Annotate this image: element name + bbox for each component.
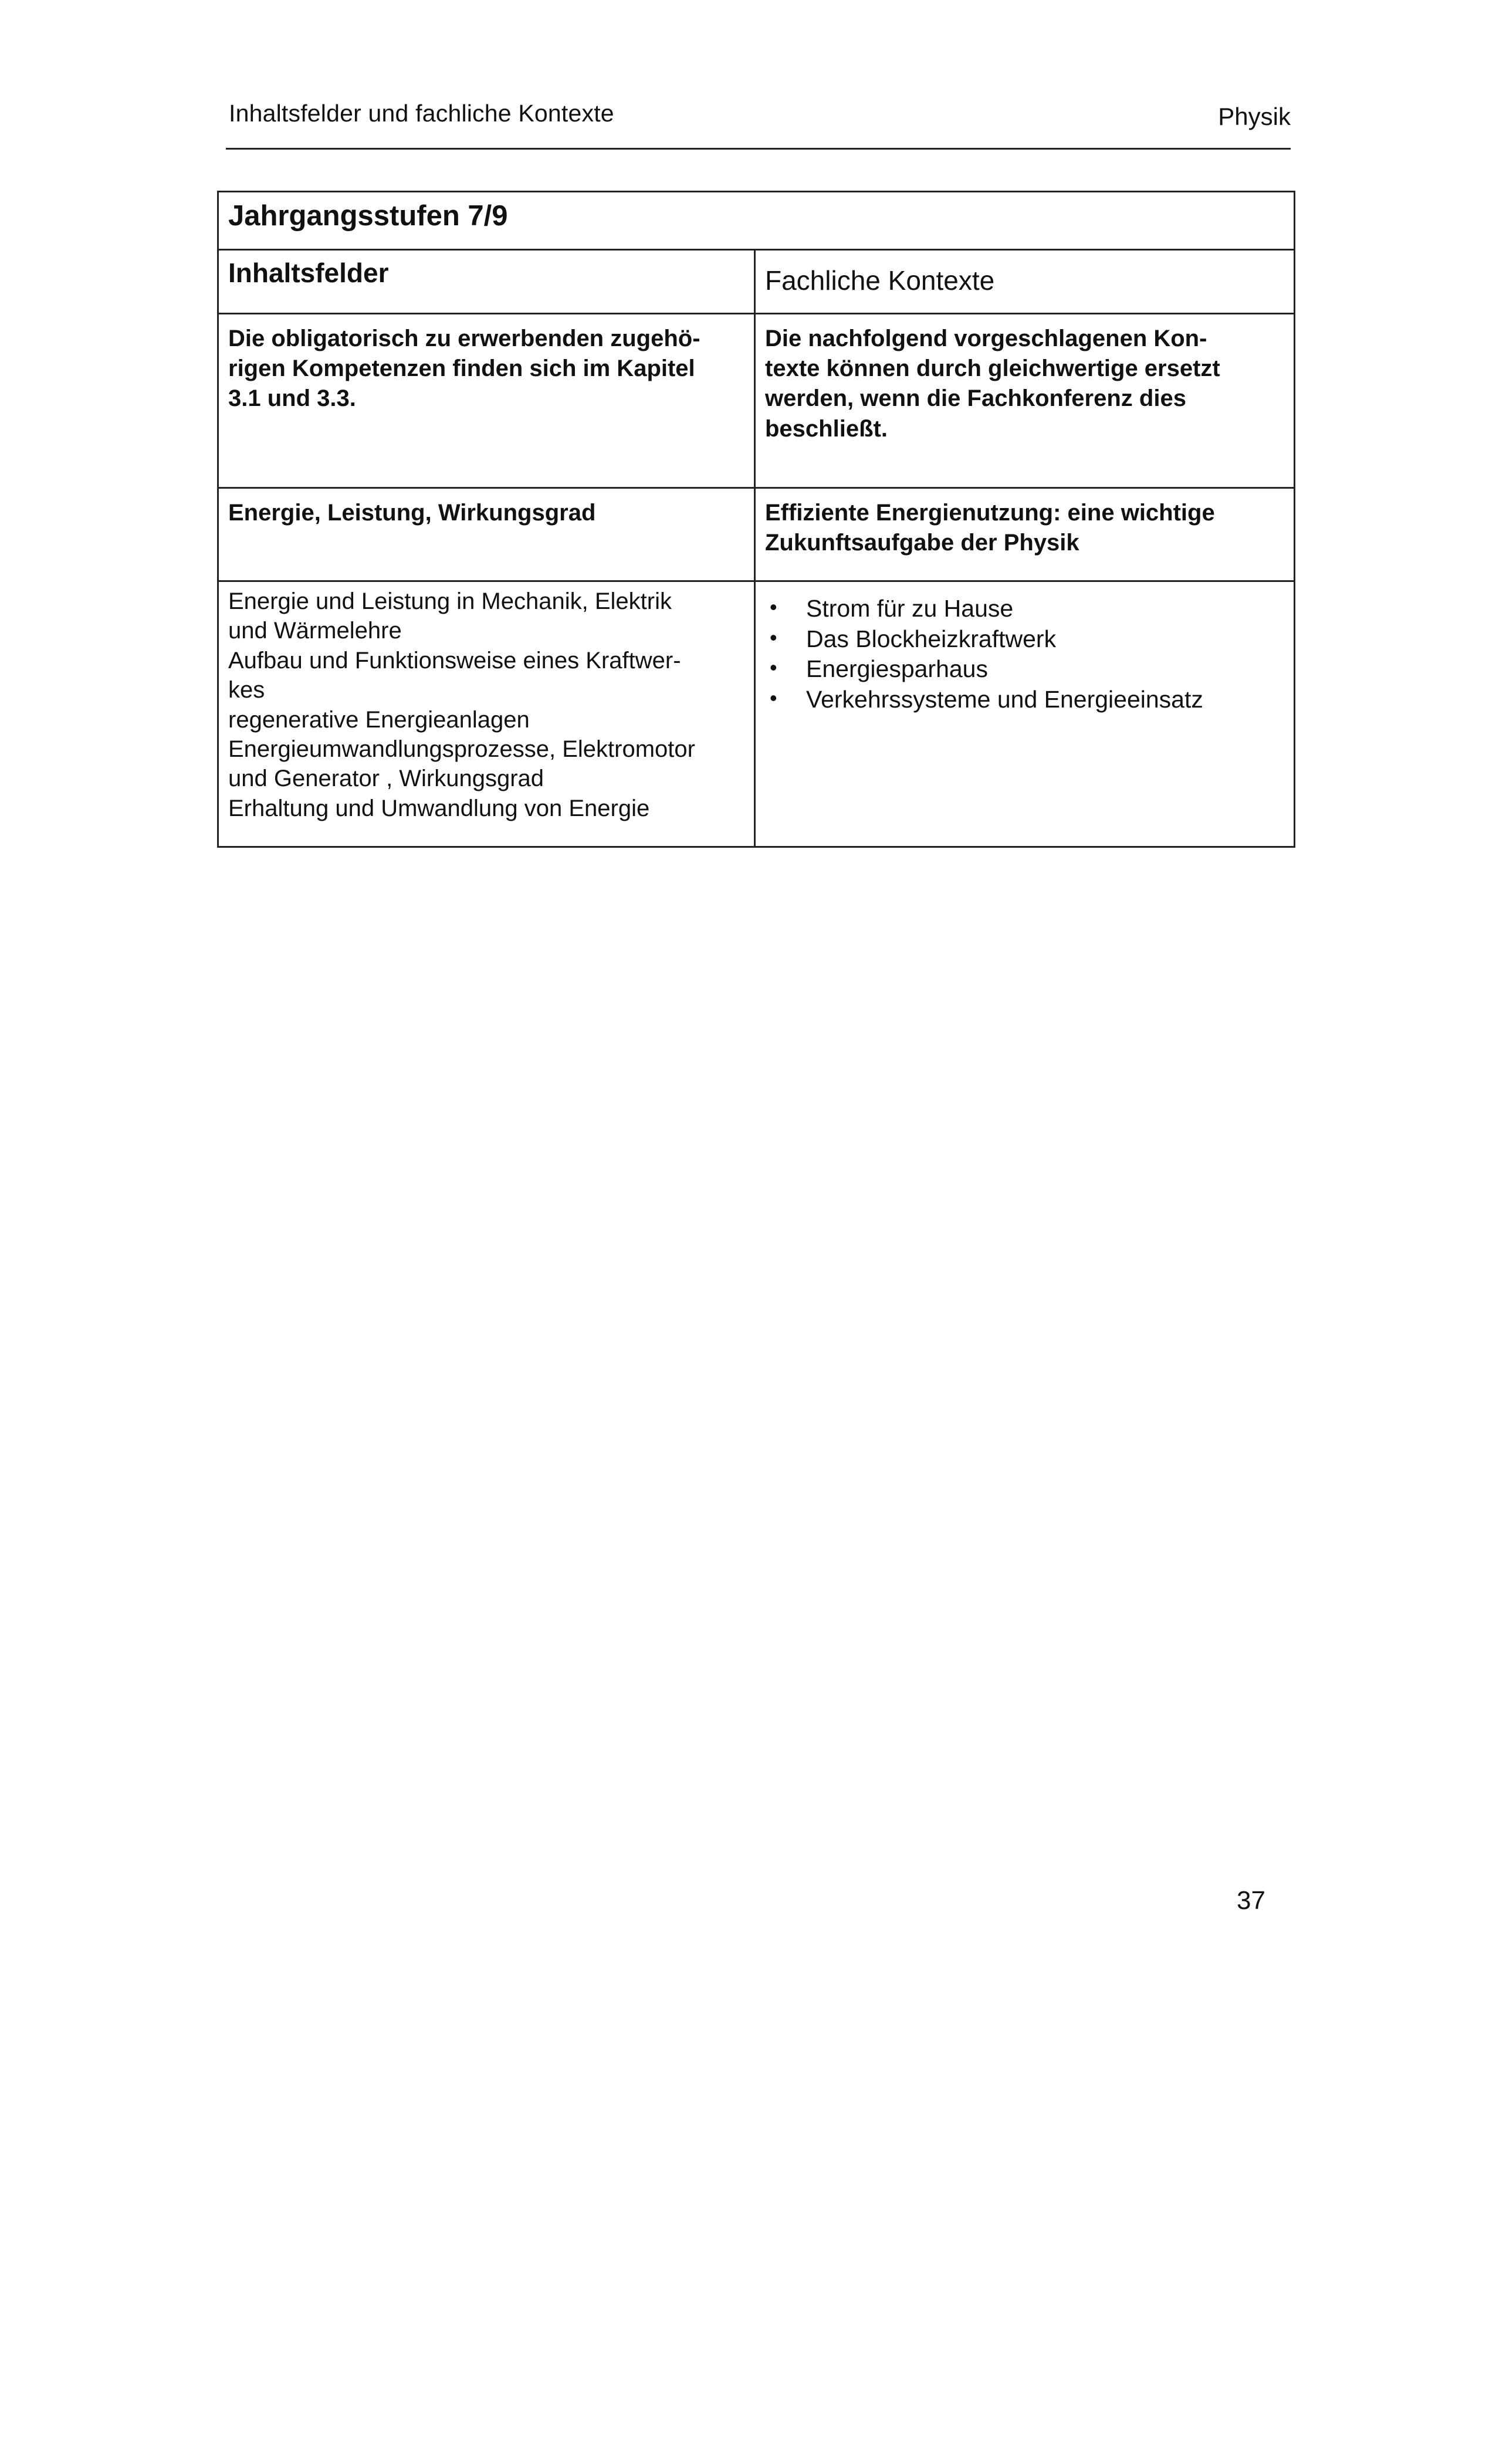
list-item <box>765 685 1284 715</box>
topic-line: Energieumwandlungsprozesse, Elektromotor <box>228 736 695 762</box>
topic-line: Aufbau und Funktionsweise eines Kraftwer- <box>228 647 681 673</box>
content-row <box>218 581 1295 847</box>
page-number: 37 <box>1237 1886 1265 1915</box>
topic-row <box>218 488 1295 581</box>
content-field-topics <box>218 581 755 847</box>
context-item-label: Verkehrssysteme und Energieeinsatz <box>806 685 1203 713</box>
header-rule <box>226 148 1291 150</box>
competence-note-line: Die obligatorisch zu erwerbenden zugehö- <box>228 326 700 351</box>
context-item-label: Strom für zu Hause <box>806 595 1014 622</box>
bullet-icon: • <box>770 595 777 619</box>
context-item-label: Das Blockheizkraftwerk <box>806 625 1057 652</box>
topic-line: regenerative Energieanlagen <box>228 706 530 733</box>
bullet-icon: • <box>770 685 777 710</box>
column-header-inhaltsfelder: Inhaltsfelder <box>218 250 755 314</box>
context-examples <box>755 581 1295 847</box>
bullet-icon: • <box>770 655 777 680</box>
context-item-label: Energiesparhaus <box>806 655 988 683</box>
topic-line: Energie und Leistung in Mechanik, Elektrik <box>228 588 672 614</box>
bullet-icon: • <box>770 625 777 649</box>
topic-line: Erhaltung und Umwandlung von Energie <box>228 795 650 821</box>
context-title-line: Zukunftsaufgabe der Physik <box>765 530 1079 556</box>
context-note-line: beschließt. <box>765 415 888 442</box>
competence-note-line: 3.1 und 3.3. <box>228 385 356 412</box>
list-item <box>765 624 1284 655</box>
context-note-line: werden, wenn die Fachkonferenz dies <box>765 385 1186 412</box>
topic-line: kes <box>228 677 265 703</box>
running-header-title: Inhaltsfelder und fachliche Kontexte <box>229 100 614 127</box>
competence-note <box>218 314 755 488</box>
grade-row <box>218 192 1295 250</box>
topic-line: und Generator , Wirkungsgrad <box>228 766 544 792</box>
list-item <box>765 654 1284 685</box>
context-note-line: Die nachfolgend vorgeschlagenen Kon- <box>765 326 1207 351</box>
list-item <box>765 594 1284 624</box>
column-header-fachliche-kontexte: Fachliche Kontexte <box>755 250 1295 314</box>
content-field-title: Energie, Leistung, Wirkungsgrad <box>218 488 755 581</box>
column-header-row <box>218 250 1295 314</box>
context-note <box>755 314 1295 488</box>
context-list <box>765 588 1284 715</box>
grade-level-heading: Jahrgangsstufen 7/9 <box>218 192 1295 250</box>
context-note-line: texte können durch gleichwertige ersetzt <box>765 356 1220 382</box>
topic-line: und Wärmelehre <box>228 618 402 644</box>
context-title <box>755 488 1295 581</box>
competence-note-line: rigen Kompetenzen finden sich im Kapitel <box>228 356 695 382</box>
curriculum-table <box>217 191 1295 848</box>
running-header-subject: Physik <box>1218 103 1291 130</box>
context-title-line: Effiziente Energienutzung: eine wichtige <box>765 500 1215 526</box>
note-row <box>218 314 1295 488</box>
